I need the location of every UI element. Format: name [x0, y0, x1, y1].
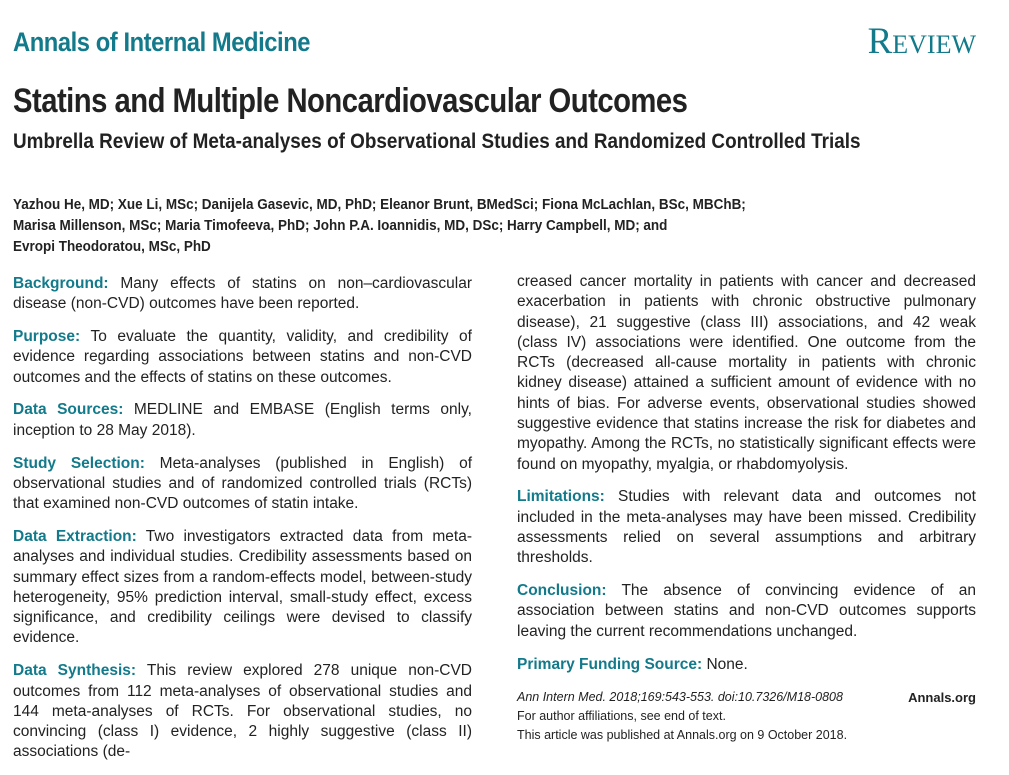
section-text: Meta-analyses (published in English) of observational studies and of randomized controlled trials (RCTs) that examined non-CVD outcomes of statin intake.	[13, 454, 472, 513]
section-text: Many effects of statins on non–cardiovascular disease (non-CVD) outcomes have been reported.	[13, 275, 472, 313]
section-text: Two investigators extracted data from meta-analyses and individual studies. Credibility assessments based on summary effect sizes from a random-effects model, between-study heterogeneity, 95% prediction interval, small-study effect, excess significance, and credibility ceilings were devised to classify evidence.	[13, 527, 472, 647]
section-heading: Data Synthesis:	[13, 662, 137, 680]
limitations-section	[517, 487, 976, 568]
journal-name: Annals of Internal Medicine	[13, 27, 311, 57]
section-text: None.	[706, 655, 748, 673]
citation: Ann Intern Med. 2018;169:543-553. doi:10.7326/M18-0808	[517, 690, 843, 704]
data-synthesis-section	[13, 661, 472, 762]
section-heading: Conclusion:	[517, 582, 607, 600]
citation-row	[517, 688, 976, 707]
author-list	[13, 195, 850, 258]
section-label: Review	[867, 21, 976, 62]
section-text: The absence of convincing evidence of an association between statins and non-CVD outcomes supports leaving the current recommendations unchanged.	[517, 582, 977, 640]
section-heading: Primary Funding Source:	[517, 655, 703, 673]
author-line: Marisa Millenson, MSc; Maria Timofeeva, PhD; John P.A. Ioannidis, MD, DSc; Harry Campbell, MD; and	[13, 218, 668, 234]
abstract-left-column	[13, 274, 472, 775]
section-text: To evaluate the quantity, validity, and credibility of evidence regarding associations between statins and non-CVD outcomes and the effects of statins on these outcomes.	[13, 328, 472, 386]
abstract-right-column	[517, 274, 976, 687]
data-sources-section	[13, 400, 472, 441]
section-text: Studies with relevant data and outcomes not included in the meta-analyses may have been missed. Credibility assessments relied on several assumptions and arbitrary thresholds.	[517, 488, 976, 567]
article-title: Statins and Multiple Noncardiovascular Outcomes	[13, 82, 688, 120]
purpose-section	[13, 327, 472, 388]
author-line: Evropi Theodoratou, MSc, PhD	[13, 239, 211, 255]
conclusion-section	[517, 581, 976, 642]
section-heading: Background:	[13, 275, 109, 292]
article-subtitle: Umbrella Review of Meta-analyses of Observational Studies and Randomized Controlled Trials	[13, 130, 861, 153]
study-selection-section	[13, 454, 472, 515]
section-text: This review explored 278 unique non-CVD outcomes from 112 meta-analyses of observational studies and 144 meta-analyses of RCTs. For observational studies, no convincing (class I) evidence, 2 highly suggestive (class II) associations (de-	[13, 662, 473, 761]
article-footer	[517, 688, 976, 745]
section-heading: Study Selection:	[13, 454, 145, 472]
section-text: MEDLINE and EMBASE (English terms only, inception to 28 May 2018).	[13, 401, 472, 439]
data-extraction-section	[13, 527, 472, 649]
funding-section	[517, 655, 976, 675]
site-link[interactable]: Annals.org	[908, 690, 976, 705]
section-heading: Purpose:	[13, 328, 81, 346]
section-heading: Data Sources:	[13, 401, 124, 419]
affiliations-note: For author affiliations, see end of text.	[517, 709, 726, 723]
data-synthesis-continued: creased cancer mortality in patients with cancer and decreased exacerbation in patients with chronic obstructive pulmonary disease), 21 suggestive (class III) associations, and 42 weak (class IV) associations were identified. One outcome from the RCTs (decreased all-cause mortality in patients with chronic kidney disease) attained a sufficient amount of evidence with no hints of bias. For adverse events, observational studies showed suggestive evidence that statins increase the risk for diabetes and myopathy. Among the RCTs, no statistically significant effects were found on myopathy, myalgia, or rhabdomyolysis.	[517, 273, 976, 473]
section-heading: Limitations:	[517, 488, 605, 506]
section-heading: Data Extraction:	[13, 527, 137, 545]
publication-note: This article was published at Annals.org on 9 October 2018.	[517, 728, 848, 742]
author-line: Yazhou He, MD; Xue Li, MSc; Danijela Gasevic, MD, PhD; Eleanor Brunt, BMedSci; Fiona McLachlan, BSc, MBChB;	[13, 197, 746, 213]
background-section	[13, 274, 472, 315]
